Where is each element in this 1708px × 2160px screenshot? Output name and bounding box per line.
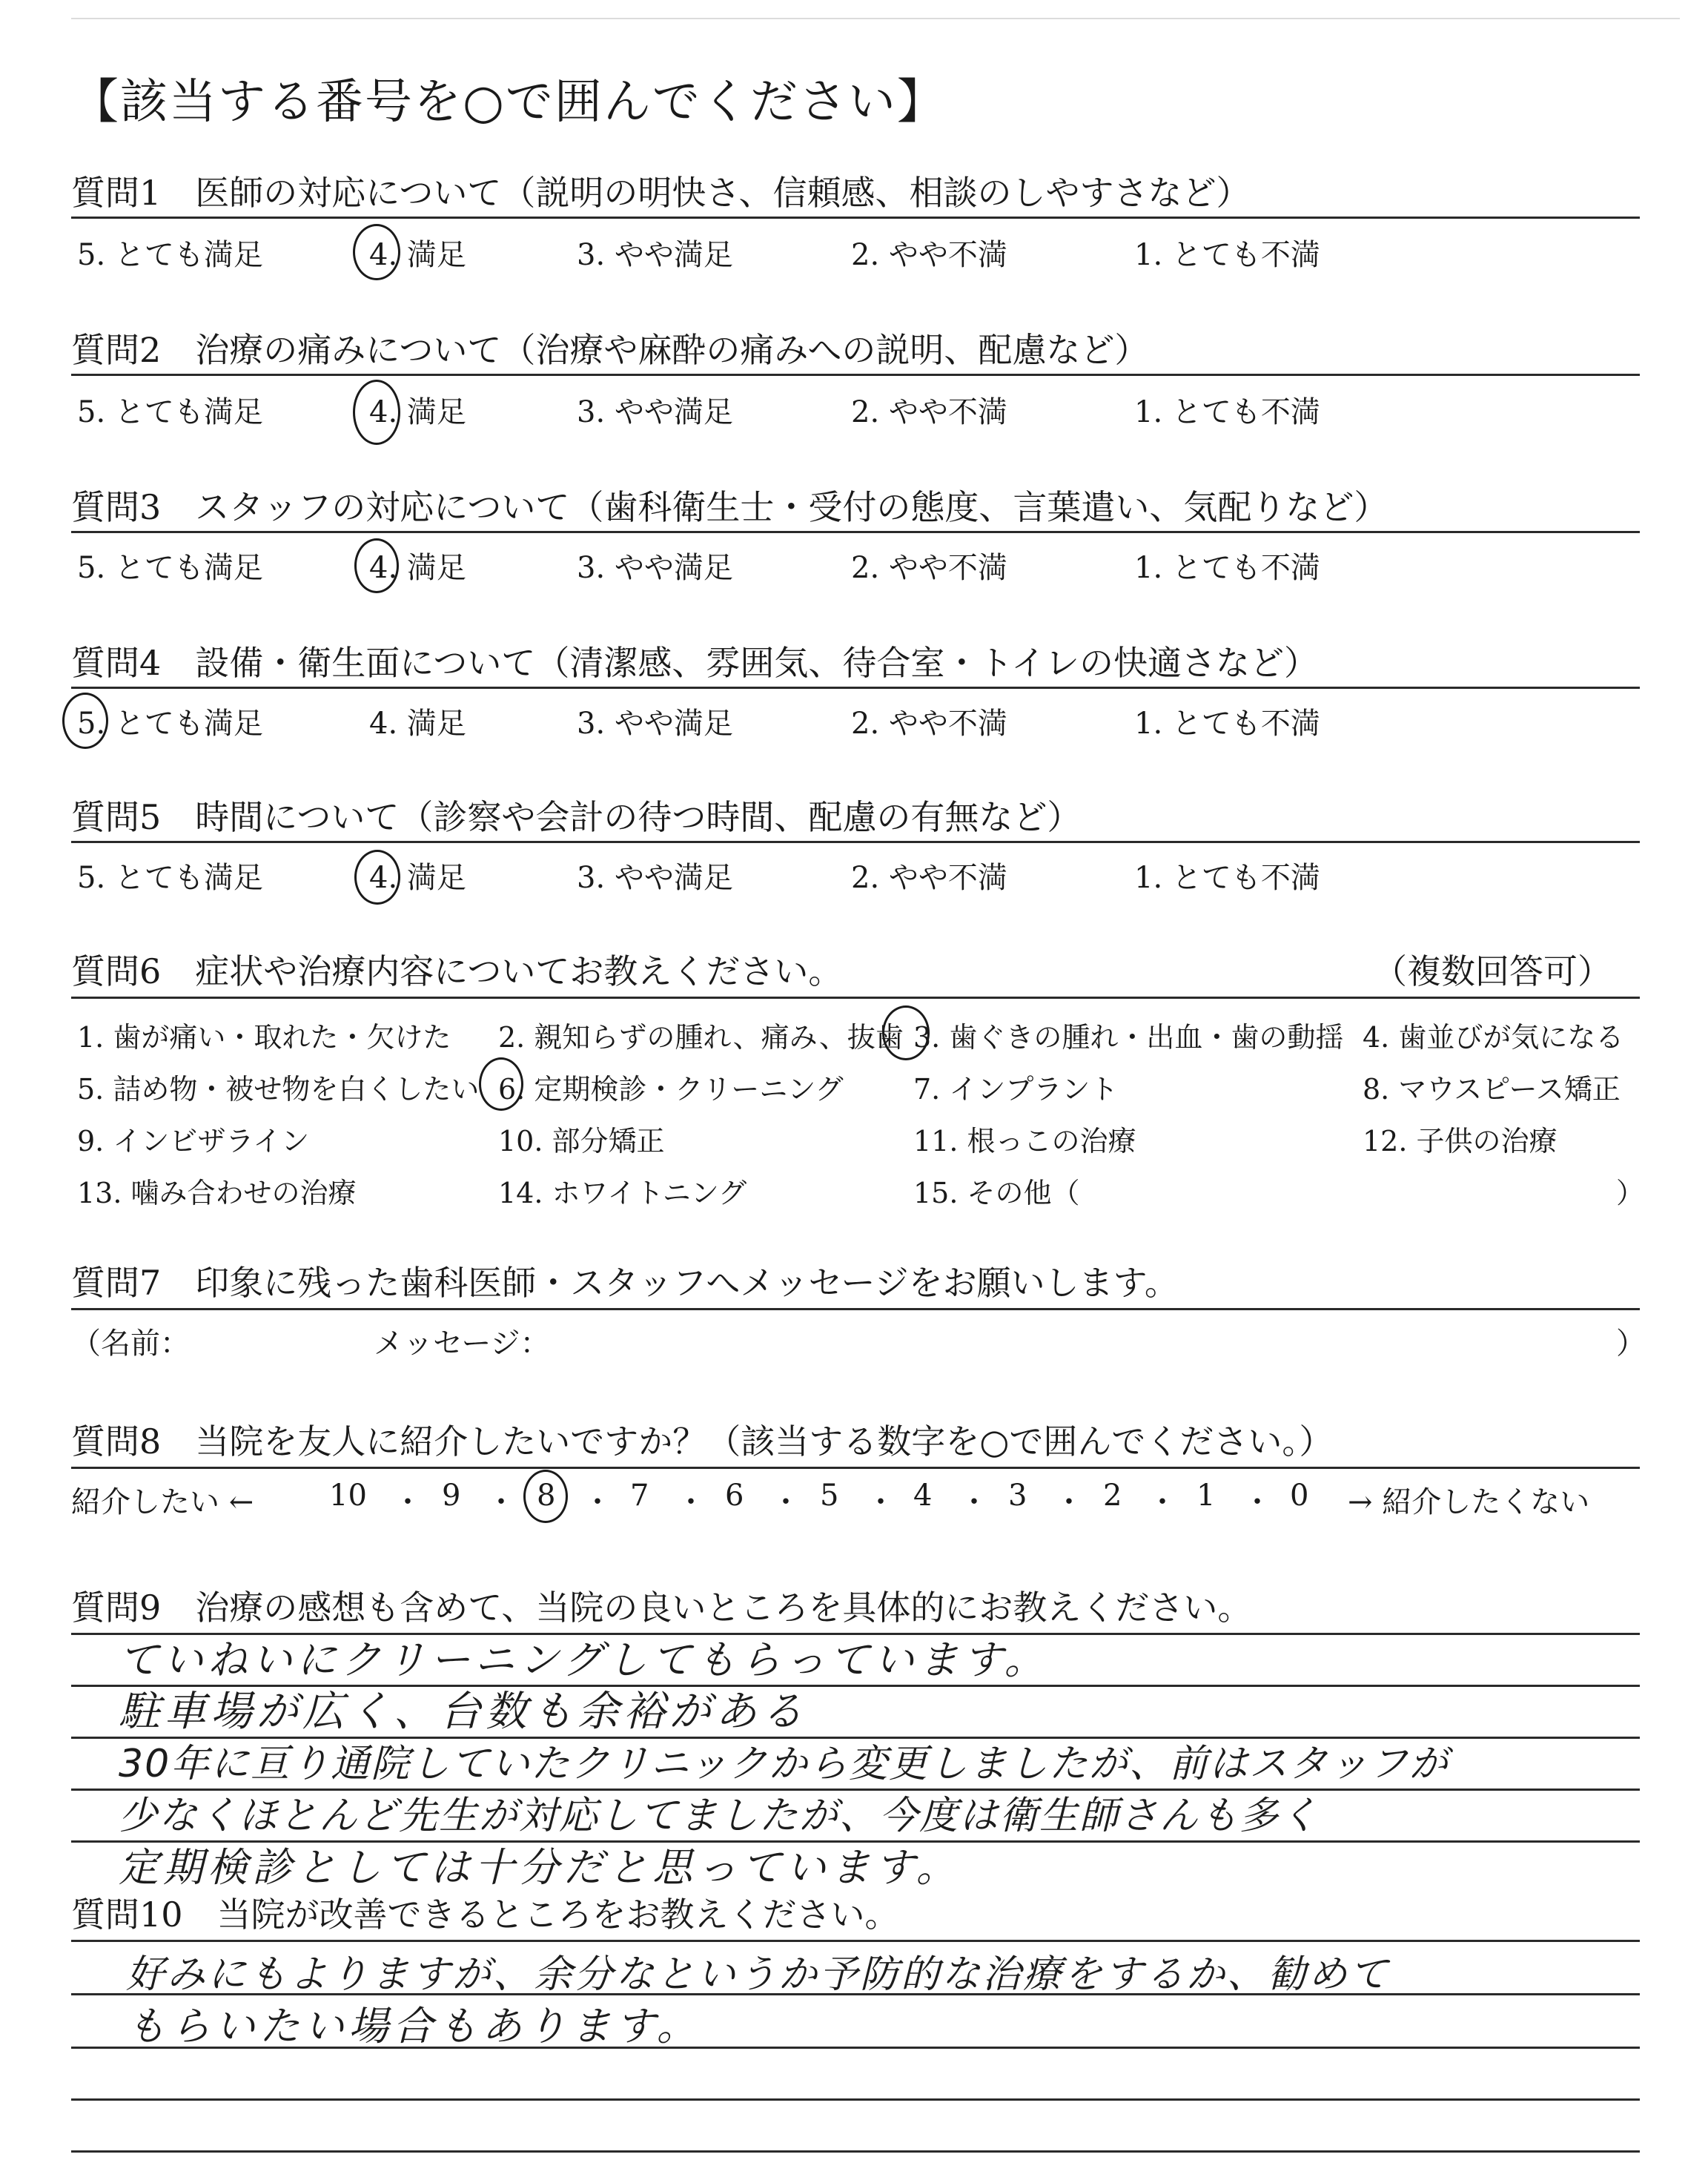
q8-number-10[interactable]: 10 [329,1479,367,1513]
question-8-rule [71,1467,1640,1469]
q6-option-13[interactable]: 13. 噛み合わせの治療 [77,1177,357,1209]
q8-separator: ・ [1242,1485,1272,1519]
question-1-rule [71,217,1640,219]
q6-selection-circle-3 [882,1005,930,1060]
q4-option-3[interactable]: 3. やや満足 [577,707,733,741]
q8-separator: ・ [583,1485,612,1519]
q8-number-9[interactable]: 9 [442,1479,461,1513]
q8-right-label: → 紹介したくない [1348,1485,1590,1519]
q8-left-label: 紹介したい ← [71,1485,254,1519]
q6-option-1[interactable]: 1. 歯が痛い・取れた・欠けた [77,1021,451,1054]
q10-answer-line-1: 好みにもよりますが、余分なというか予防的な治療をするか、勧めて [126,1952,1391,1997]
q5-option-1[interactable]: 1. とても不満 [1134,861,1320,895]
q8-separator: ・ [959,1485,989,1519]
q2-option-3[interactable]: 3. やや満足 [577,395,733,429]
q8-separator: ・ [1148,1485,1177,1519]
q8-separator: ・ [393,1485,423,1519]
q6-selection-circle-6 [479,1057,523,1111]
q4-option-4[interactable]: 4. 満足 [369,707,466,741]
question-6-heading: 質問6 症状や治療内容についてお教えください。 [71,951,843,991]
question-7-rule [71,1308,1640,1310]
q6-option-6[interactable]: 6. 定期検診・クリーニング [498,1073,844,1106]
q6-option-3[interactable]: 3. 歯ぐきの腫れ・出血・歯の動揺 [913,1021,1344,1054]
q6-option-7[interactable]: 7. インプラント [913,1073,1119,1106]
question-5-heading: 質問5 時間について（診察や会計の待つ時間、配慮の有無など） [71,797,1082,837]
q9-answer-line-3: 30年に亘り通院していたクリニックから変更しましたが、前はスタッフが [119,1742,1450,1786]
q8-number-5[interactable]: 5 [820,1479,839,1513]
q8-number-3[interactable]: 3 [1008,1479,1027,1513]
q8-number-4[interactable]: 4 [913,1479,933,1513]
q2-option-2[interactable]: 2. やや不満 [851,395,1007,429]
q6-option-12[interactable]: 12. 子供の治療 [1363,1125,1558,1157]
question-8-heading: 質問8 当院を友人に紹介したいですか？（該当する数字を○で囲んでください。） [71,1421,1334,1462]
q1-option-1[interactable]: 1. とても不満 [1134,238,1320,272]
q8-number-6[interactable]: 6 [725,1479,744,1513]
q8-separator: ・ [771,1485,801,1519]
q8-number-2[interactable]: 2 [1103,1479,1122,1513]
question-9-heading: 質問9 治療の感想も含めて、当院の良いところを具体的にお教えください。 [71,1588,1252,1628]
question-5-rule [71,841,1640,843]
question-6-rule [71,997,1640,999]
question-3-heading: 質問3 スタッフの対応について（歯科衛生士・受付の態度、言葉遣い、気配りなど） [71,487,1388,527]
q4-selection-circle [62,693,108,749]
q6-option-11[interactable]: 11. 根っこの治療 [913,1125,1136,1157]
q7-message-label: メッセージ： [374,1327,550,1361]
scan-edge [71,18,1680,19]
question-4-rule [71,687,1640,689]
question-2-rule [71,374,1640,376]
q8-separator: ・ [1054,1485,1084,1519]
q6-option-4[interactable]: 4. 歯並びが気になる [1363,1021,1624,1054]
q1-option-4[interactable]: 4. 満足 [369,238,466,272]
q2-option-1[interactable]: 1. とても不満 [1134,395,1320,429]
q1-option-5[interactable]: 5. とても満足 [77,238,263,272]
q7-close: ） [1616,1327,1646,1361]
q2-selection-circle [353,380,400,445]
q6-option-9[interactable]: 9. インビザライン [77,1125,310,1157]
q3-option-1[interactable]: 1. とても不満 [1134,551,1320,585]
q8-number-7[interactable]: 7 [630,1479,649,1513]
q5-option-2[interactable]: 2. やや不満 [851,861,1007,895]
q9-answer-line-2: 駐車場が広く、台数も余裕がある [119,1688,807,1736]
q10-line-5 [71,2150,1640,2153]
q7-name-label: （名前： [71,1327,190,1361]
q3-option-3[interactable]: 3. やや満足 [577,551,733,585]
q8-selection-circle [523,1470,568,1523]
q8-separator: ・ [676,1485,706,1519]
q5-selection-circle [354,850,400,905]
q3-selection-circle [354,538,399,593]
q8-number-1[interactable]: 1 [1196,1479,1216,1513]
question-1-heading: 質問1 医師の対応について（説明の明快さ、信頼感、相談のしやすさなど） [71,173,1251,213]
q8-separator: ・ [866,1485,896,1519]
q6-option-14[interactable]: 14. ホワイトニング [498,1177,747,1209]
q2-option-5[interactable]: 5. とても満足 [77,395,263,429]
form-title: 【該当する番号を○で囲んでください】 [71,75,946,130]
q6-option-5[interactable]: 5. 詰め物・被せ物を白くしたい [77,1073,480,1106]
q6-other-close: ） [1616,1177,1645,1209]
q4-option-1[interactable]: 1. とても不満 [1134,707,1320,741]
q1-option-3[interactable]: 3. やや満足 [577,238,733,272]
q10-answer-line-2: もらいたい場合もあります。 [126,2003,701,2050]
question-7-heading: 質問7 印象に残った歯科医師・スタッフへメッセージをお願いします。 [71,1263,1179,1303]
q10-line-1 [71,1940,1640,1942]
q6-option-10[interactable]: 10. 部分矯正 [498,1125,665,1157]
q9-answer-line-1: ていねいにクリーニングしてもらっています。 [119,1636,1049,1683]
q6-option-2[interactable]: 2. 親知らずの腫れ、痛み、抜歯 [498,1021,904,1054]
q6-option-15[interactable]: 15. その他（ [913,1177,1080,1209]
question-6-note: （複数回答可） [1373,951,1612,991]
q4-option-5[interactable]: 5. とても満足 [77,707,263,741]
q5-option-5[interactable]: 5. とても満足 [77,861,263,895]
q1-selection-circle [353,224,400,280]
q8-number-8[interactable]: 8 [537,1479,556,1513]
q4-option-2[interactable]: 2. やや不満 [851,707,1007,741]
q9-answer-line-4: 少なくほとんど先生が対応してましたが、今度は衛生師さんも多く [119,1794,1320,1838]
q3-option-5[interactable]: 5. とても満足 [77,551,263,585]
q5-option-3[interactable]: 3. やや満足 [577,861,733,895]
question-2-heading: 質問2 治療の痛みについて（治療や麻酔の痛みへの説明、配慮など） [71,330,1149,370]
question-10-heading: 質問10 当院が改善できるところをお教えください。 [71,1895,899,1935]
q3-option-2[interactable]: 2. やや不満 [851,551,1007,585]
q8-separator: ・ [486,1485,516,1519]
q1-option-2[interactable]: 2. やや不満 [851,238,1007,272]
q8-number-0[interactable]: 0 [1290,1479,1309,1513]
q5-option-4[interactable]: 4. 満足 [369,861,466,895]
question-3-rule [71,531,1640,533]
question-4-heading: 質問4 設備・衛生面について（清潔感、雰囲気、待合室・トイレの快適さなど） [71,643,1319,683]
q10-line-4 [71,2098,1640,2101]
q2-option-4[interactable]: 4. 満足 [369,395,466,429]
q3-option-4[interactable]: 4. 満足 [369,551,466,585]
q9-answer-line-5: 定期検診としては十分だと思っています。 [119,1844,961,1891]
q6-option-8[interactable]: 8. マウスピース矯正 [1363,1073,1621,1106]
